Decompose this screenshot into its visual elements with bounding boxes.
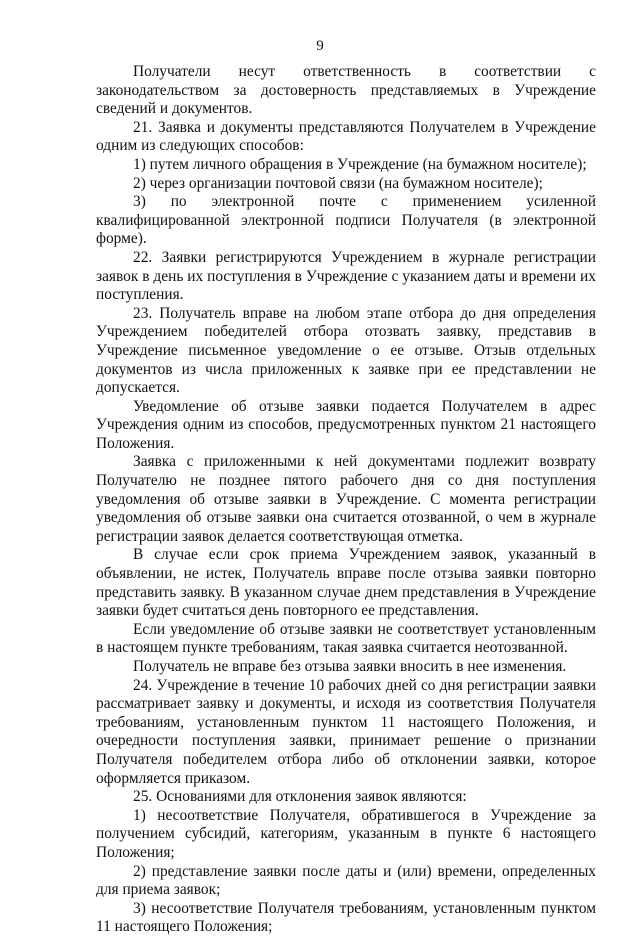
list-item: 3) по электронной почте с применением усиленной квалифицированной электронной подписи Получателя (в электронной форме). (96, 193, 596, 248)
list-item: 2) через организации почтовой связи (на бумажном носителе); (133, 174, 543, 192)
paragraph: 25. Основаниями для отклонения заявок являются: (133, 788, 467, 806)
list-item: 3) несоответствие Получателя требованиям, установленным пунктом 11 настоящего Положения; (96, 899, 596, 936)
list-item: 1) несоответствие Получателя, обратившегося в Учреждение за получением субсидий, категориям, указанным в пункте 6 настоящего Положения; (96, 806, 596, 861)
list-item: 2) представление заявки после даты и (или) времени, определенных для приема заявок; (96, 862, 596, 899)
paragraph: Получатель не вправе без отзыва заявки вносить в нее изменения. (133, 658, 567, 675)
document-body (96, 63, 596, 937)
paragraph: В случае если срок приема Учреждением заявок, указанный в объявлении, не истек, Получатель вправе после отзыва заявки повторно представить заявку. В указанном случае днем представления в Учреждение заявки будет считаться день повторного ее представления. (96, 546, 596, 620)
paragraph: Уведомление об отзыве заявки подается Получателем в адрес Учреждения одним из способов, предусмотренных пунктом 21 настоящего Положения. (96, 397, 596, 452)
paragraph: Получатели несут ответственность в соответствии с законодательством за достоверность представляемых в Учреждение сведений и документов. (96, 63, 596, 118)
paragraph: 22. Заявки регистрируются Учреждением в журнале регистрации заявок в день их поступления в Учреждение с указанием даты и времени их поступления. (96, 248, 596, 304)
paragraph: 24. Учреждение в течение 10 рабочих дней со дня регистрации заявки рассматривает заявку и документы, и исходя из соответствия Получателя требованиям, установленным пунктом 11 настоящего Положения, и очередности поступления заявки, принимает решение о признании Получателя победителем отбора либо об отклонении заявки, которое оформляется приказом. (96, 676, 596, 787)
list-item: 1) путем личного обращения в Учреждение (на бумажном носителе); (133, 155, 587, 173)
paragraph: 21. Заявка и документы представляются Получателем в Учреждение одним из следующих способов: (96, 118, 596, 155)
paragraph: Заявка с приложенными к ней документами подлежит возврату Получателю не позднее пятого рабочего дня со дня поступления уведомления об отзыве заявки в Учреждение. С момента регистрации уведомления об отзыве заявки она считается отозванной, о чем в журнале регистрации заявок делается соответствующая отметка. (96, 453, 596, 545)
paragraph: Если уведомление об отзыве заявки не соответствует установленным в настоящем пункте требованиям, такая заявка считается неотозванной. (96, 620, 596, 657)
page-number: 9 (316, 38, 324, 54)
paragraph: 23. Получатель вправе на любом этапе отбора до дня определения Учреждением победителей отбора отозвать заявку, представив в Учреждение письменное уведомление о ее отзыве. Отзыв отдельных документов из числа приложенных к заявке при ее представлении не допускается. (96, 304, 596, 397)
